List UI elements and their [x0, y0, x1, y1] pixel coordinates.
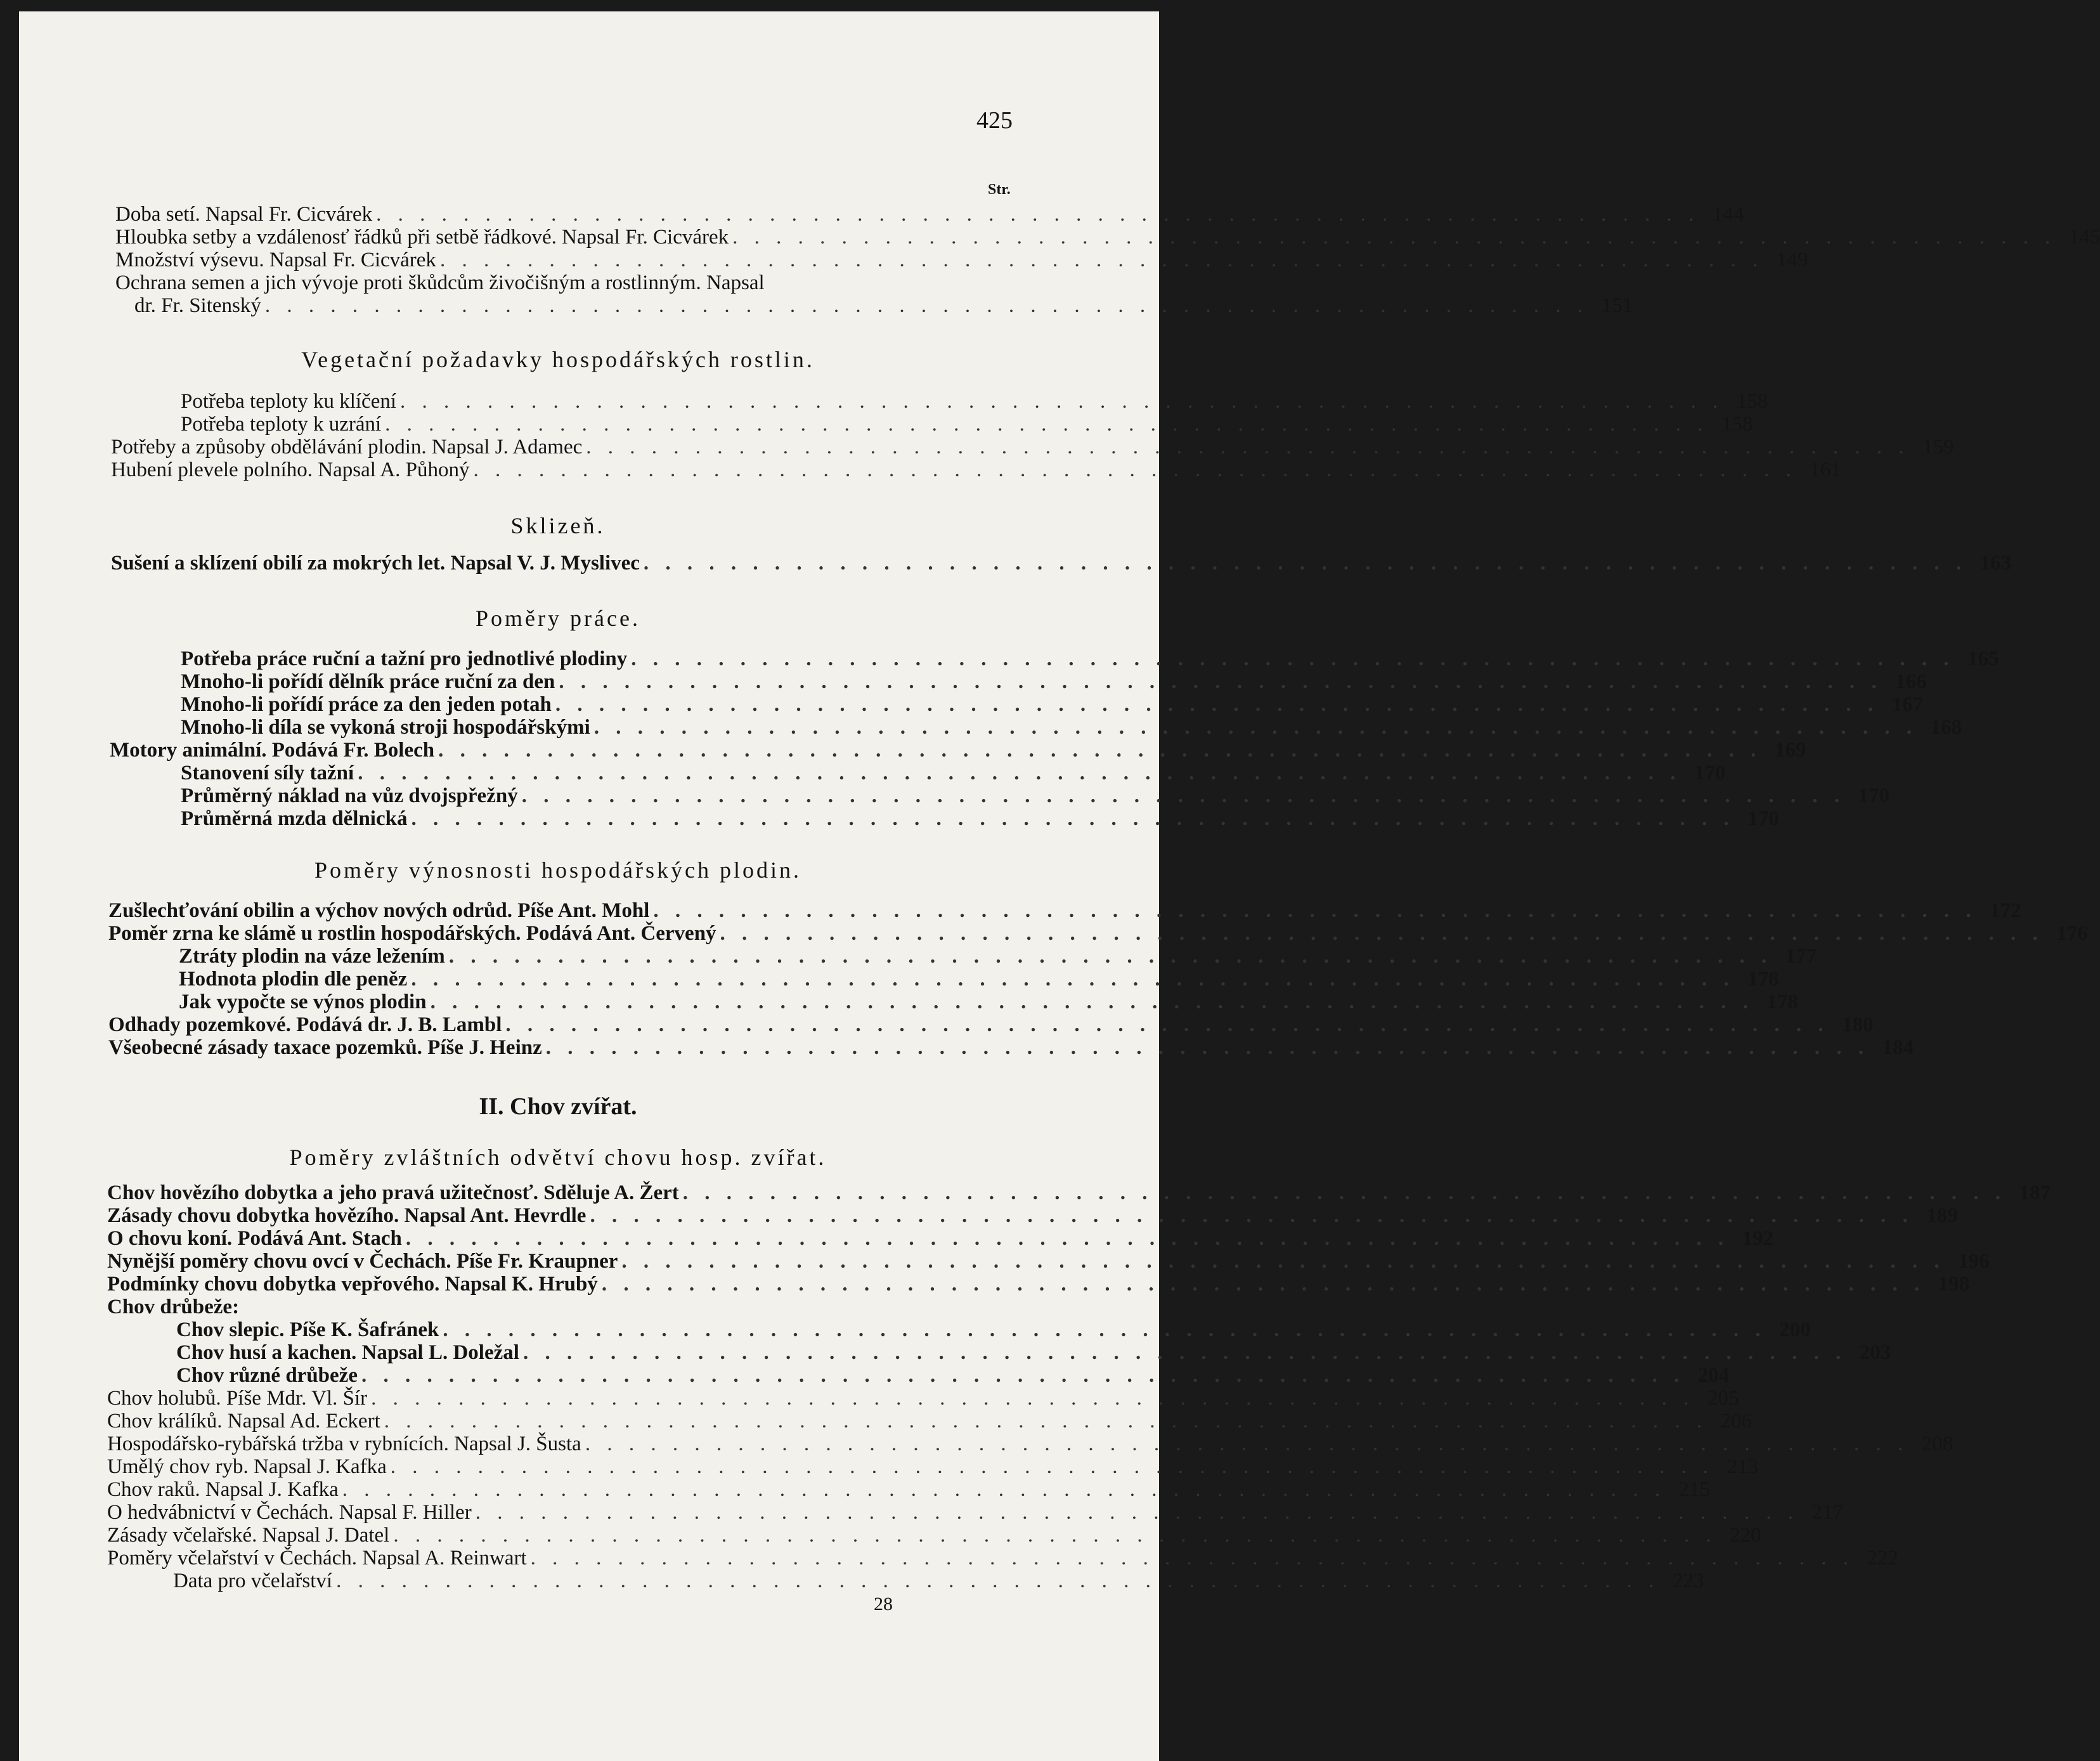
toc-entry-title: Podmínky chovu dobytka vepřového. Napsal K. Hrubý — [107, 1273, 598, 1296]
toc-entry-page: 144 — [1712, 203, 1744, 226]
toc-entry-title: Zušlechťování obilin a výchov nových odrůd. Píše Ant. Mohl — [108, 899, 650, 922]
dot-leader: . . . . . . . . . . . . . . . . . . . . . . . . . . . . . . . . . . . . . . . . . . . . . . . . . . . . . . . . . . . . . — [585, 1433, 1909, 1455]
toc-entry-title: dr. Fr. Sitenský — [134, 294, 261, 317]
dot-leader: . . . . . . . . . . . . . . . . . . . . . . . . . . . . . . . . . . . . . . . . . . . . . . . . . . . . . . . . . . . . . — [555, 693, 1879, 716]
toc-entry — [181, 716, 1962, 739]
dot-leader: . . . . . . . . . . . . . . . . . . . . . . . . . . . . . . . . . . . . . . . . . . . . . . . . . . . . . . . . . . . . . — [448, 945, 1773, 968]
toc-entry-page: 170 — [1858, 784, 1889, 807]
toc-entry-title: Průměrná mzda dělnická — [181, 807, 408, 830]
signature-number: 28 — [874, 1594, 893, 1615]
dot-leader: . . . . . . . . . . . . . . . . . . . . . . . . . . . . . . . . . . . . . . . . . . . . . . . . . . . . . . . . . . . . . — [521, 784, 1845, 807]
toc-entry — [107, 1501, 1843, 1524]
toc-entry — [176, 1364, 1730, 1387]
section-heading: Poměry zvláštních odvětví chovu hosp. zvířat. — [289, 1145, 827, 1170]
dot-leader: . . . . . . . . . . . . . . . . . . . . . . . . . . . . . . . . . . . . . . . . . . . . . . . . . . . . . . . . . . . . . — [411, 807, 1735, 830]
toc-entry-title: Hospodářsko-rybářská tržba v rybnících. Napsal J. Šusta — [107, 1433, 581, 1455]
toc-entry — [179, 968, 1779, 991]
toc-entry-page: 205 — [1707, 1387, 1739, 1410]
toc-entry-page: 220 — [1730, 1524, 1761, 1547]
toc-entry-title: Potřeba teploty k uzrání — [181, 413, 382, 436]
toc-entry-page: 196 — [1958, 1250, 1990, 1273]
toc-entry — [107, 1387, 1739, 1410]
dot-leader: . . . . . . . . . . . . . . . . . . . . . . . . . . . . . . . . . . . . . . . . . . . . . . . . . . . . . . . . . . . . . — [411, 968, 1735, 991]
dot-leader: . . . . . . . . . . . . . . . . . . . . . . . . . . . . . . . . . . . . . . . . . . . . . . . . . . . . . . . . . . . . . — [621, 1250, 1945, 1273]
toc-entry-page: 217 — [1812, 1501, 1843, 1524]
toc-entry — [181, 807, 1779, 831]
toc-entry — [111, 436, 1954, 459]
toc-entry-page: 184 — [1882, 1036, 1914, 1059]
toc-entry — [181, 390, 1768, 413]
section-heading: Sklizeň. — [510, 513, 606, 538]
toc-entry-title: Poměry včelařství v Čechách. Napsal A. Reinwart — [107, 1547, 527, 1569]
toc-entry-title: Jak vypočte se výnos plodin — [179, 991, 427, 1013]
toc-entry-title: Potřeba práce ruční a tažní pro jednotlivé plodiny — [181, 647, 628, 670]
toc-entry-page: 178 — [1747, 968, 1779, 991]
toc-entry-page: 203 — [1859, 1341, 1891, 1364]
toc-entry — [181, 762, 1726, 785]
toc-entry-title: Ochrana semen a jich vývoje proti škůdcům živočišným a rostlinným. Napsal — [115, 271, 765, 294]
toc-entry — [115, 226, 2100, 249]
toc-entry — [181, 784, 1889, 808]
dot-leader: . . . . . . . . . . . . . . . . . . . . . . . . . . . . . . . . . . . . . . . . . . . . . . . . . . . . . . . . . . . . . — [545, 1036, 1869, 1059]
dot-leader: . . . . . . . . . . . . . . . . . . . . . . . . . . . . . . . . . . . . . . . . . . . . . . . . . . . . . . . . . . . . . — [342, 1478, 1666, 1501]
dot-leader: . . . . . . . . . . . . . . . . . . . . . . . . . . . . . . . . . . . . . . . . . . . . . . . . . . . . . . . . . . . . . — [336, 1569, 1660, 1592]
dot-leader: . . . . . . . . . . . . . . . . . . . . . . . . . . . . . . . . . . . . . . . . . . . . . . . . . . . . . . . . . . . . . — [682, 1181, 2007, 1204]
toc-entry-title: Hubení plevele polního. Napsal A. Půhoný — [111, 458, 470, 481]
section-heading: Poměry výnosnosti hospodářských plodin. — [314, 857, 801, 883]
toc-entry — [181, 413, 1753, 436]
toc-entry — [179, 945, 1817, 968]
toc-entry-title: Mnoho-li pořídí dělník práce ruční za den — [181, 670, 555, 693]
dot-leader: . . . . . . . . . . . . . . . . . . . . . . . . . . . . . . . . . . . . . . . . . . . . . . . . . . . . . . . . . . . . . — [358, 762, 1682, 784]
dot-leader: . . . . . . . . . . . . . . . . . . . . . . . . . . . . . . . . . . . . . . . . . . . . . . . . . . . . . . . . . . . . . — [443, 1318, 1766, 1341]
toc-entry-page: 168 — [1930, 716, 1962, 739]
toc-entry-title: O hedvábnictví v Čechách. Napsal F. Hiller — [107, 1501, 472, 1524]
toc-entry-page: 206 — [1720, 1410, 1752, 1433]
dot-leader: . . . . . . . . . . . . . . . . . . . . . . . . . . . . . . . . . . . . . . . . . . . . . . . . . . . . . . . . . . . . . — [385, 413, 1709, 436]
toc-entry-page: 189 — [1926, 1204, 1958, 1227]
dot-leader: . . . . . . . . . . . . . . . . . . . . . . . . . . . . . . . . . . . . . . . . . . . . . . . . . . . . . . . . . . . . . — [264, 294, 1589, 317]
toc-entry-title: Potřeby a způsoby obdělávání plodin. Napsal J. Adamec — [111, 436, 583, 458]
toc-entry — [173, 1569, 1704, 1593]
section-heading: Vegetační požadavky hospodářských rostlin. — [301, 347, 815, 372]
toc-entry-title: Hodnota plodin dle peněz — [179, 968, 408, 991]
toc-entry-title: Množství výsevu. Napsal Fr. Cicvárek — [115, 249, 436, 271]
dot-leader: . . . . . . . . . . . . . . . . . . . . . . . . . . . . . . . . . . . . . . . . . . . . . . . . . . . . . . . . . . . . . — [390, 1455, 1714, 1478]
toc-entry — [107, 1455, 1759, 1479]
dot-leader: . . . . . . . . . . . . . . . . . . . . . . . . . . . . . . . . . . . . . . . . . . . . . . . . . . . . . . . . . . . . . — [559, 670, 1883, 693]
toc-entry-page: 204 — [1697, 1364, 1730, 1387]
toc-entry-page: 176 — [2056, 922, 2088, 945]
toc-entry-page: 159 — [1922, 436, 1954, 458]
toc-entry — [107, 1250, 1990, 1273]
toc-entry-page: 177 — [1785, 945, 1817, 968]
dot-leader: . . . . . . . . . . . . . . . . . . . . . . . . . . . . . . . . . . . . . . . . . . . . . . . . . . . . . . . . . . . . . — [590, 1204, 1914, 1227]
toc-entry — [115, 249, 1808, 272]
part-heading: II. Chov zvířat. — [479, 1093, 637, 1120]
toc-entry — [107, 1547, 1898, 1570]
toc-entry — [107, 1204, 1958, 1228]
dot-leader: . . . . . . . . . . . . . . . . . . . . . . . . . . . . . . . . . . . . . . . . . . . . . . . . . . . . . . . . . . . . . — [586, 436, 1910, 458]
dot-leader: . . . . . . . . . . . . . . . . . . . . . . . . . . . . . . . . . . . . . . . . . . . . . . . . . . . . . . . . . . . . . — [371, 1387, 1695, 1410]
toc-entry-title: Potřeba teploty ku klíčení — [181, 390, 397, 413]
dot-leader: . . . . . . . . . . . . . . . . . . . . . . . . . . . . . . . . . . . . . . . . . . . . . . . . . . . . . . . . . . . . . — [376, 203, 1700, 226]
dot-leader: . . . . . . . . . . . . . . . . . . . . . . . . . . . . . . . . . . . . . . . . . . . . . . . . . . . . . . . . . . . . . — [732, 226, 2056, 249]
toc-entry-page: 170 — [1747, 807, 1779, 830]
toc-entry-page: 192 — [1742, 1227, 1774, 1250]
toc-entry — [181, 693, 1924, 717]
dot-leader: . . . . . . . . . . . . . . . . . . . . . . . . . . . . . . . . . . . . . . . . . . . . . . . . . . . . . . . . . . . . . — [473, 458, 1797, 481]
dot-leader: . . . . . . . . . . . . . . . . . . . . . . . . . . . . . . . . . . . . . . . . . . . . . . . . . . . . . . . . . . . . . — [393, 1524, 1717, 1547]
toc-entry — [107, 1227, 1774, 1251]
dot-leader: . . . . . . . . . . . . . . . . . . . . . . . . . . . . . . . . . . . . . . . . . . . . . . . . . . . . . . . . . . . . . — [593, 716, 1918, 739]
dot-leader: . . . . . . . . . . . . . . . . . . . . . . . . . . . . . . . . . . . . . . . . . . . . . . . . . . . . . . . . . . . . . — [601, 1273, 1926, 1296]
toc-entry-page: 172 — [1990, 899, 2021, 922]
toc-entry-title: Chov různé drůbeže — [176, 1364, 358, 1387]
toc-entry-page: 215 — [1678, 1478, 1710, 1501]
toc-entry-title: Sušení a sklízení obilí za mokrých let. Napsal V. J. Myslivec — [111, 552, 640, 575]
dot-leader: . . . . . . . . . . . . . . . . . . . . . . . . . . . . . . . . . . . . . . . . . . . . . . . . . . . . . . . . . . . . . — [475, 1501, 1799, 1524]
toc-entry — [108, 922, 2088, 945]
toc-entry-page: 208 — [1921, 1433, 1954, 1455]
dot-leader: . . . . . . . . . . . . . . . . . . . . . . . . . . . . . . . . . . . . . . . . . . . . . . . . . . . . . . . . . . . . . — [361, 1364, 1685, 1387]
toc-entry-title: Chov raků. Napsal J. Kafka — [107, 1478, 339, 1501]
dot-leader: . . . . . . . . . . . . . . . . . . . . . . . . . . . . . . . . . . . . . . . . . . . . . . . . . . . . . . . . . . . . . — [522, 1341, 1847, 1364]
toc-entry-title: Hloubka setby a vzdálenosť řádků při setbě řádkové. Napsal Fr. Cicvárek — [115, 226, 729, 249]
dot-leader: . . . . . . . . . . . . . . . . . . . . . . . . . . . . . . . . . . . . . . . . . . . . . . . . . . . . . . . . . . . . . — [384, 1410, 1708, 1433]
toc-entry — [176, 1318, 1811, 1342]
toc-entry — [107, 1524, 1761, 1547]
toc-entry — [115, 203, 1744, 226]
page-number: 425 — [976, 107, 1013, 134]
toc-entry-title: Mnoho-li pořídí práce za den jeden potah — [181, 693, 552, 716]
toc-entry-title: Umělý chov ryb. Napsal J. Kafka — [107, 1455, 387, 1478]
toc-entry-title: Všeobecné zásady taxace pozemků. Píše J. Heinz — [108, 1036, 542, 1059]
toc-entry — [107, 1273, 1970, 1296]
dot-leader: . . . . . . . . . . . . . . . . . . . . . . . . . . . . . . . . . . . . . . . . . . . . . . . . . . . . . . . . . . . . . — [720, 922, 2044, 945]
toc-entry-title: Doba setí. Napsal Fr. Cicvárek — [115, 203, 373, 226]
toc-entry-title: Ztráty plodin na váze ležením — [179, 945, 445, 968]
toc-entry-page: 158 — [1736, 390, 1768, 413]
toc-entry-title: Chov hovězího dobytka a jeho pravá užitečnosť. Sděluje A. Žert — [107, 1181, 679, 1204]
toc-entry-page: 222 — [1867, 1547, 1898, 1569]
toc-entry-page: 200 — [1779, 1318, 1811, 1341]
toc-entry-page: 198 — [1938, 1273, 1970, 1296]
toc-entry-page: 223 — [1672, 1569, 1704, 1592]
toc-entry — [107, 1433, 1954, 1456]
table-of-contents — [19, 11, 2100, 1761]
toc-entry-page: 187 — [2019, 1181, 2051, 1204]
toc-entry — [134, 294, 1633, 318]
toc-entry-page: 170 — [1694, 762, 1726, 784]
poultry-heading: Chov drůbeže: — [107, 1296, 240, 1318]
toc-entry — [108, 1013, 1874, 1037]
toc-entry-page: 149 — [1776, 249, 1808, 271]
toc-entry-title: Data pro včelařství — [173, 1569, 333, 1592]
toc-entry-title: Poměr zrna ke slámě u rostlin hospodářských. Podává Ant. Červený — [108, 922, 716, 945]
toc-entry-page: 165 — [1967, 647, 1999, 670]
toc-entry — [107, 1478, 1710, 1502]
page-column-label: Str. — [988, 181, 1011, 198]
toc-entry-title: Odhady pozemkové. Podává dr. J. B. Lambl — [108, 1013, 502, 1036]
toc-entry-title: Mnoho-li díla se vykoná stroji hospodářskými — [181, 716, 590, 739]
dot-leader: . . . . . . . . . . . . . . . . . . . . . . . . . . . . . . . . . . . . . . . . . . . . . . . . . . . . . . . . . . . . . — [530, 1547, 1854, 1569]
toc-entry-title: Chov slepic. Píše K. Šafránek — [176, 1318, 439, 1341]
dot-leader: . . . . . . . . . . . . . . . . . . . . . . . . . . . . . . . . . . . . . . . . . . . . . . . . . . . . . . . . . . . . . — [631, 647, 1955, 670]
toc-entry-page: 178 — [1766, 991, 1798, 1013]
toc-entry-page: 161 — [1810, 458, 1841, 481]
toc-entry-page: 145 — [2068, 226, 2100, 249]
toc-entry — [107, 1410, 1752, 1433]
toc-entry-page: 163 — [1980, 552, 2012, 575]
dot-leader: . . . . . . . . . . . . . . . . . . . . . . . . . . . . . . . . . . . . . . . . . . . . . . . . . . . . . . . . . . . . . — [439, 249, 1764, 271]
toc-entry-title: Zásady včelařské. Napsal J. Datel — [107, 1524, 390, 1547]
toc-entry-page: 213 — [1727, 1455, 1759, 1478]
toc-entry-page: 158 — [1721, 413, 1753, 436]
dot-leader: . . . . . . . . . . . . . . . . . . . . . . . . . . . . . . . . . . . . . . . . . . . . . . . . . . . . . . . . . . . . . — [643, 552, 1967, 575]
toc-entry-title: Stanovení síly tažní — [181, 762, 354, 784]
toc-entry — [110, 739, 1806, 762]
toc-entry-title: Zásady chovu dobytka hovězího. Napsal Ant. Hevrdle — [107, 1204, 587, 1227]
toc-entry-title: O chovu koní. Podává Ant. Stach — [107, 1227, 402, 1250]
toc-entry-title: Motory animální. Podává Fr. Bolech — [110, 739, 435, 762]
toc-entry — [111, 552, 2012, 575]
toc-entry-page: 166 — [1895, 670, 1927, 693]
toc-entry-title: Chov holubů. Píše Mdr. Vl. Šír — [107, 1387, 368, 1410]
toc-entry-title: Průměrný náklad na vůz dvojspřežný — [181, 784, 518, 807]
document-page — [19, 11, 2100, 1761]
toc-entry-page: 169 — [1774, 739, 1806, 762]
toc-entry — [181, 670, 1927, 694]
dot-leader: . . . . . . . . . . . . . . . . . . . . . . . . . . . . . . . . . . . . . . . . . . . . . . . . . . . . . . . . . . . . . — [430, 991, 1754, 1013]
toc-entry — [179, 991, 1798, 1014]
dot-leader: . . . . . . . . . . . . . . . . . . . . . . . . . . . . . . . . . . . . . . . . . . . . . . . . . . . . . . . . . . . . . — [400, 390, 1724, 413]
section-heading: Poměry práce. — [476, 606, 640, 631]
dot-leader: . . . . . . . . . . . . . . . . . . . . . . . . . . . . . . . . . . . . . . . . . . . . . . . . . . . . . . . . . . . . . — [438, 739, 1762, 762]
dot-leader: . . . . . . . . . . . . . . . . . . . . . . . . . . . . . . . . . . . . . . . . . . . . . . . . . . . . . . . . . . . . . — [653, 899, 1977, 922]
toc-entry-page: 180 — [1842, 1013, 1874, 1036]
toc-entry-page: 167 — [1891, 693, 1924, 716]
toc-entry-title: Nynější poměry chovu ovcí v Čechách. Píše Fr. Kraupner — [107, 1250, 618, 1273]
dot-leader: . . . . . . . . . . . . . . . . . . . . . . . . . . . . . . . . . . . . . . . . . . . . . . . . . . . . . . . . . . . . . — [405, 1227, 1730, 1250]
toc-entry — [111, 458, 1841, 482]
toc-entry-title: Chov králíků. Napsal Ad. Eckert — [107, 1410, 380, 1433]
toc-entry — [108, 1036, 1914, 1060]
toc-entry — [108, 899, 2021, 923]
toc-entry — [107, 1181, 2051, 1205]
toc-entry — [181, 647, 1999, 671]
toc-entry-title: Chov husí a kachen. Napsal L. Doležal — [176, 1341, 519, 1364]
toc-entry — [176, 1341, 1891, 1365]
toc-entry-page: 151 — [1601, 294, 1633, 317]
dot-leader: . . . . . . . . . . . . . . . . . . . . . . . . . . . . . . . . . . . . . . . . . . . . . . . . . . . . . . . . . . . . . — [505, 1013, 1829, 1036]
